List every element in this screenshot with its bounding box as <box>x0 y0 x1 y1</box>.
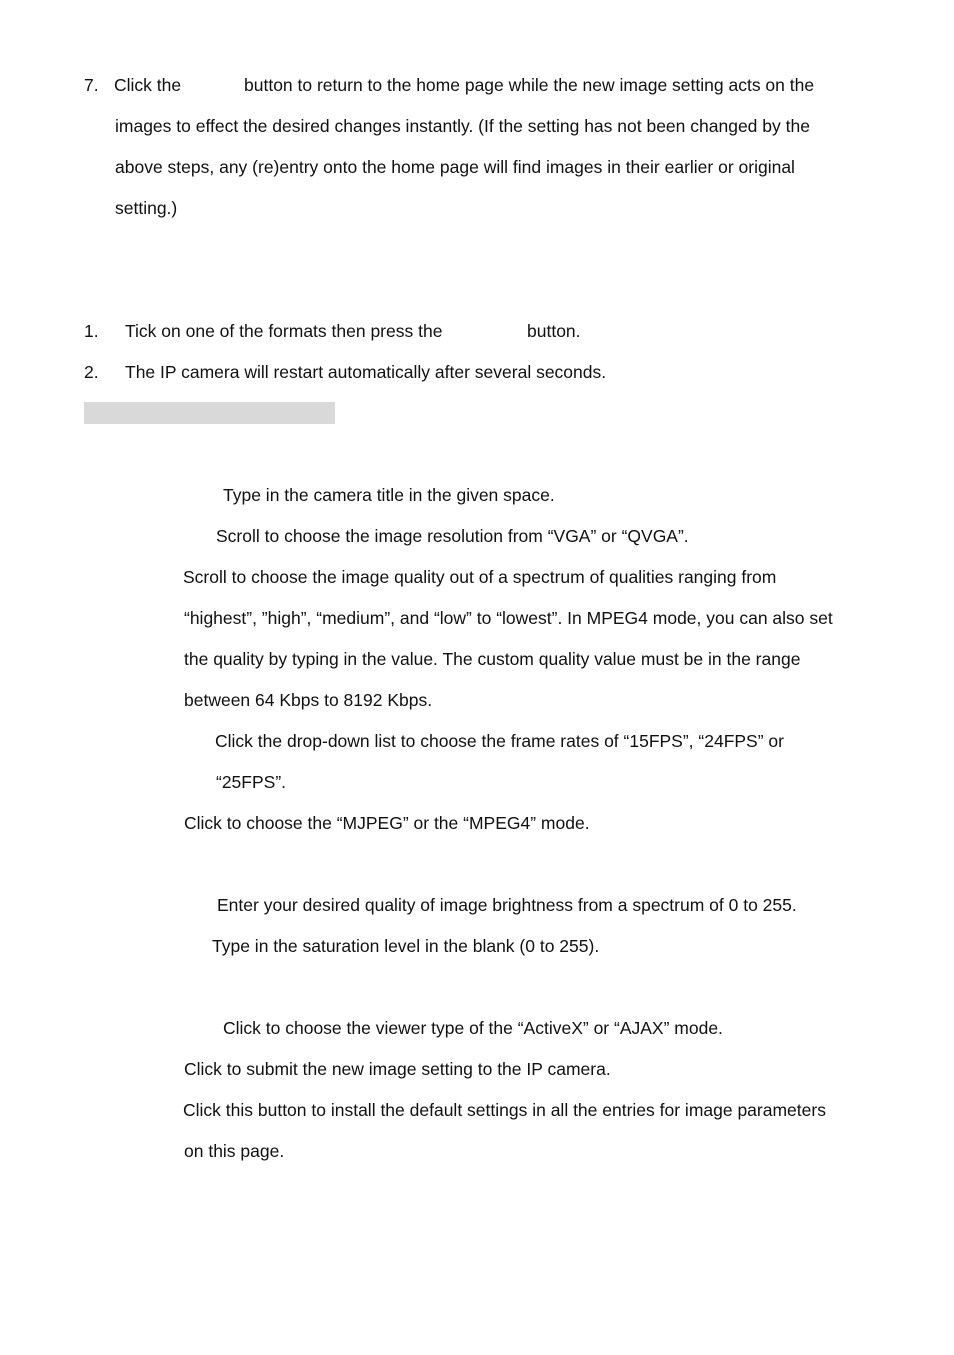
format-step1-number: 1. <box>84 321 99 341</box>
step7-line1-start: Click the <box>114 75 182 95</box>
desc-framerate-line1: Click the drop-down list to choose the frame rates of “15FPS”, “24FPS” or <box>215 731 784 751</box>
desc-framerate-line2: “25FPS”. <box>216 772 287 792</box>
desc-title: Type in the camera title in the given space. <box>223 485 555 505</box>
desc-mode: Click to choose the “MJPEG” or the “MPEG4” mode. <box>184 813 590 833</box>
format-step2-number: 2. <box>84 362 99 382</box>
desc-submit: Click to submit the new image setting to the IP camera. <box>184 1059 611 1079</box>
format-step1-text-start: Tick on one of the formats then press the <box>125 321 443 341</box>
step7-line3: above steps, any (re)entry onto the home page will find images in their earlier or original <box>115 157 795 177</box>
step7-line1-end: button to return to the home page while the new image setting acts on the <box>244 75 815 95</box>
desc-default-line1: Click this button to install the default settings in all the entries for image parameters <box>183 1100 826 1120</box>
step7-line2: images to effect the desired changes instantly. (If the setting has not been changed by the <box>115 116 810 136</box>
desc-resolution: Scroll to choose the image resolution from “VGA” or “QVGA”. <box>216 526 689 546</box>
step7-line4: setting.) <box>115 198 178 218</box>
section-heading-bar <box>84 402 335 424</box>
desc-quality-line2: “highest”, ”high”, “medium”, and “low” to “lowest”. In MPEG4 mode, you can also set <box>184 608 833 628</box>
desc-quality-line4: between 64 Kbps to 8192 Kbps. <box>184 690 433 710</box>
desc-default-line2: on this page. <box>184 1141 285 1161</box>
desc-brightness: Enter your desired quality of image brightness from a spectrum of 0 to 255. <box>217 895 797 915</box>
format-step2-text: The IP camera will restart automatically after several seconds. <box>125 362 607 382</box>
desc-saturation: Type in the saturation level in the blank (0 to 255). <box>212 936 600 956</box>
step7-number: 7. <box>84 75 99 95</box>
desc-quality-line3: the quality by typing in the value. The custom quality value must be in the range <box>184 649 801 669</box>
desc-quality-line1: Scroll to choose the image quality out of a spectrum of qualities ranging from <box>183 567 777 587</box>
desc-viewer: Click to choose the viewer type of the “ActiveX” or “AJAX” mode. <box>223 1018 723 1038</box>
format-step1-text-end: button. <box>527 321 581 341</box>
